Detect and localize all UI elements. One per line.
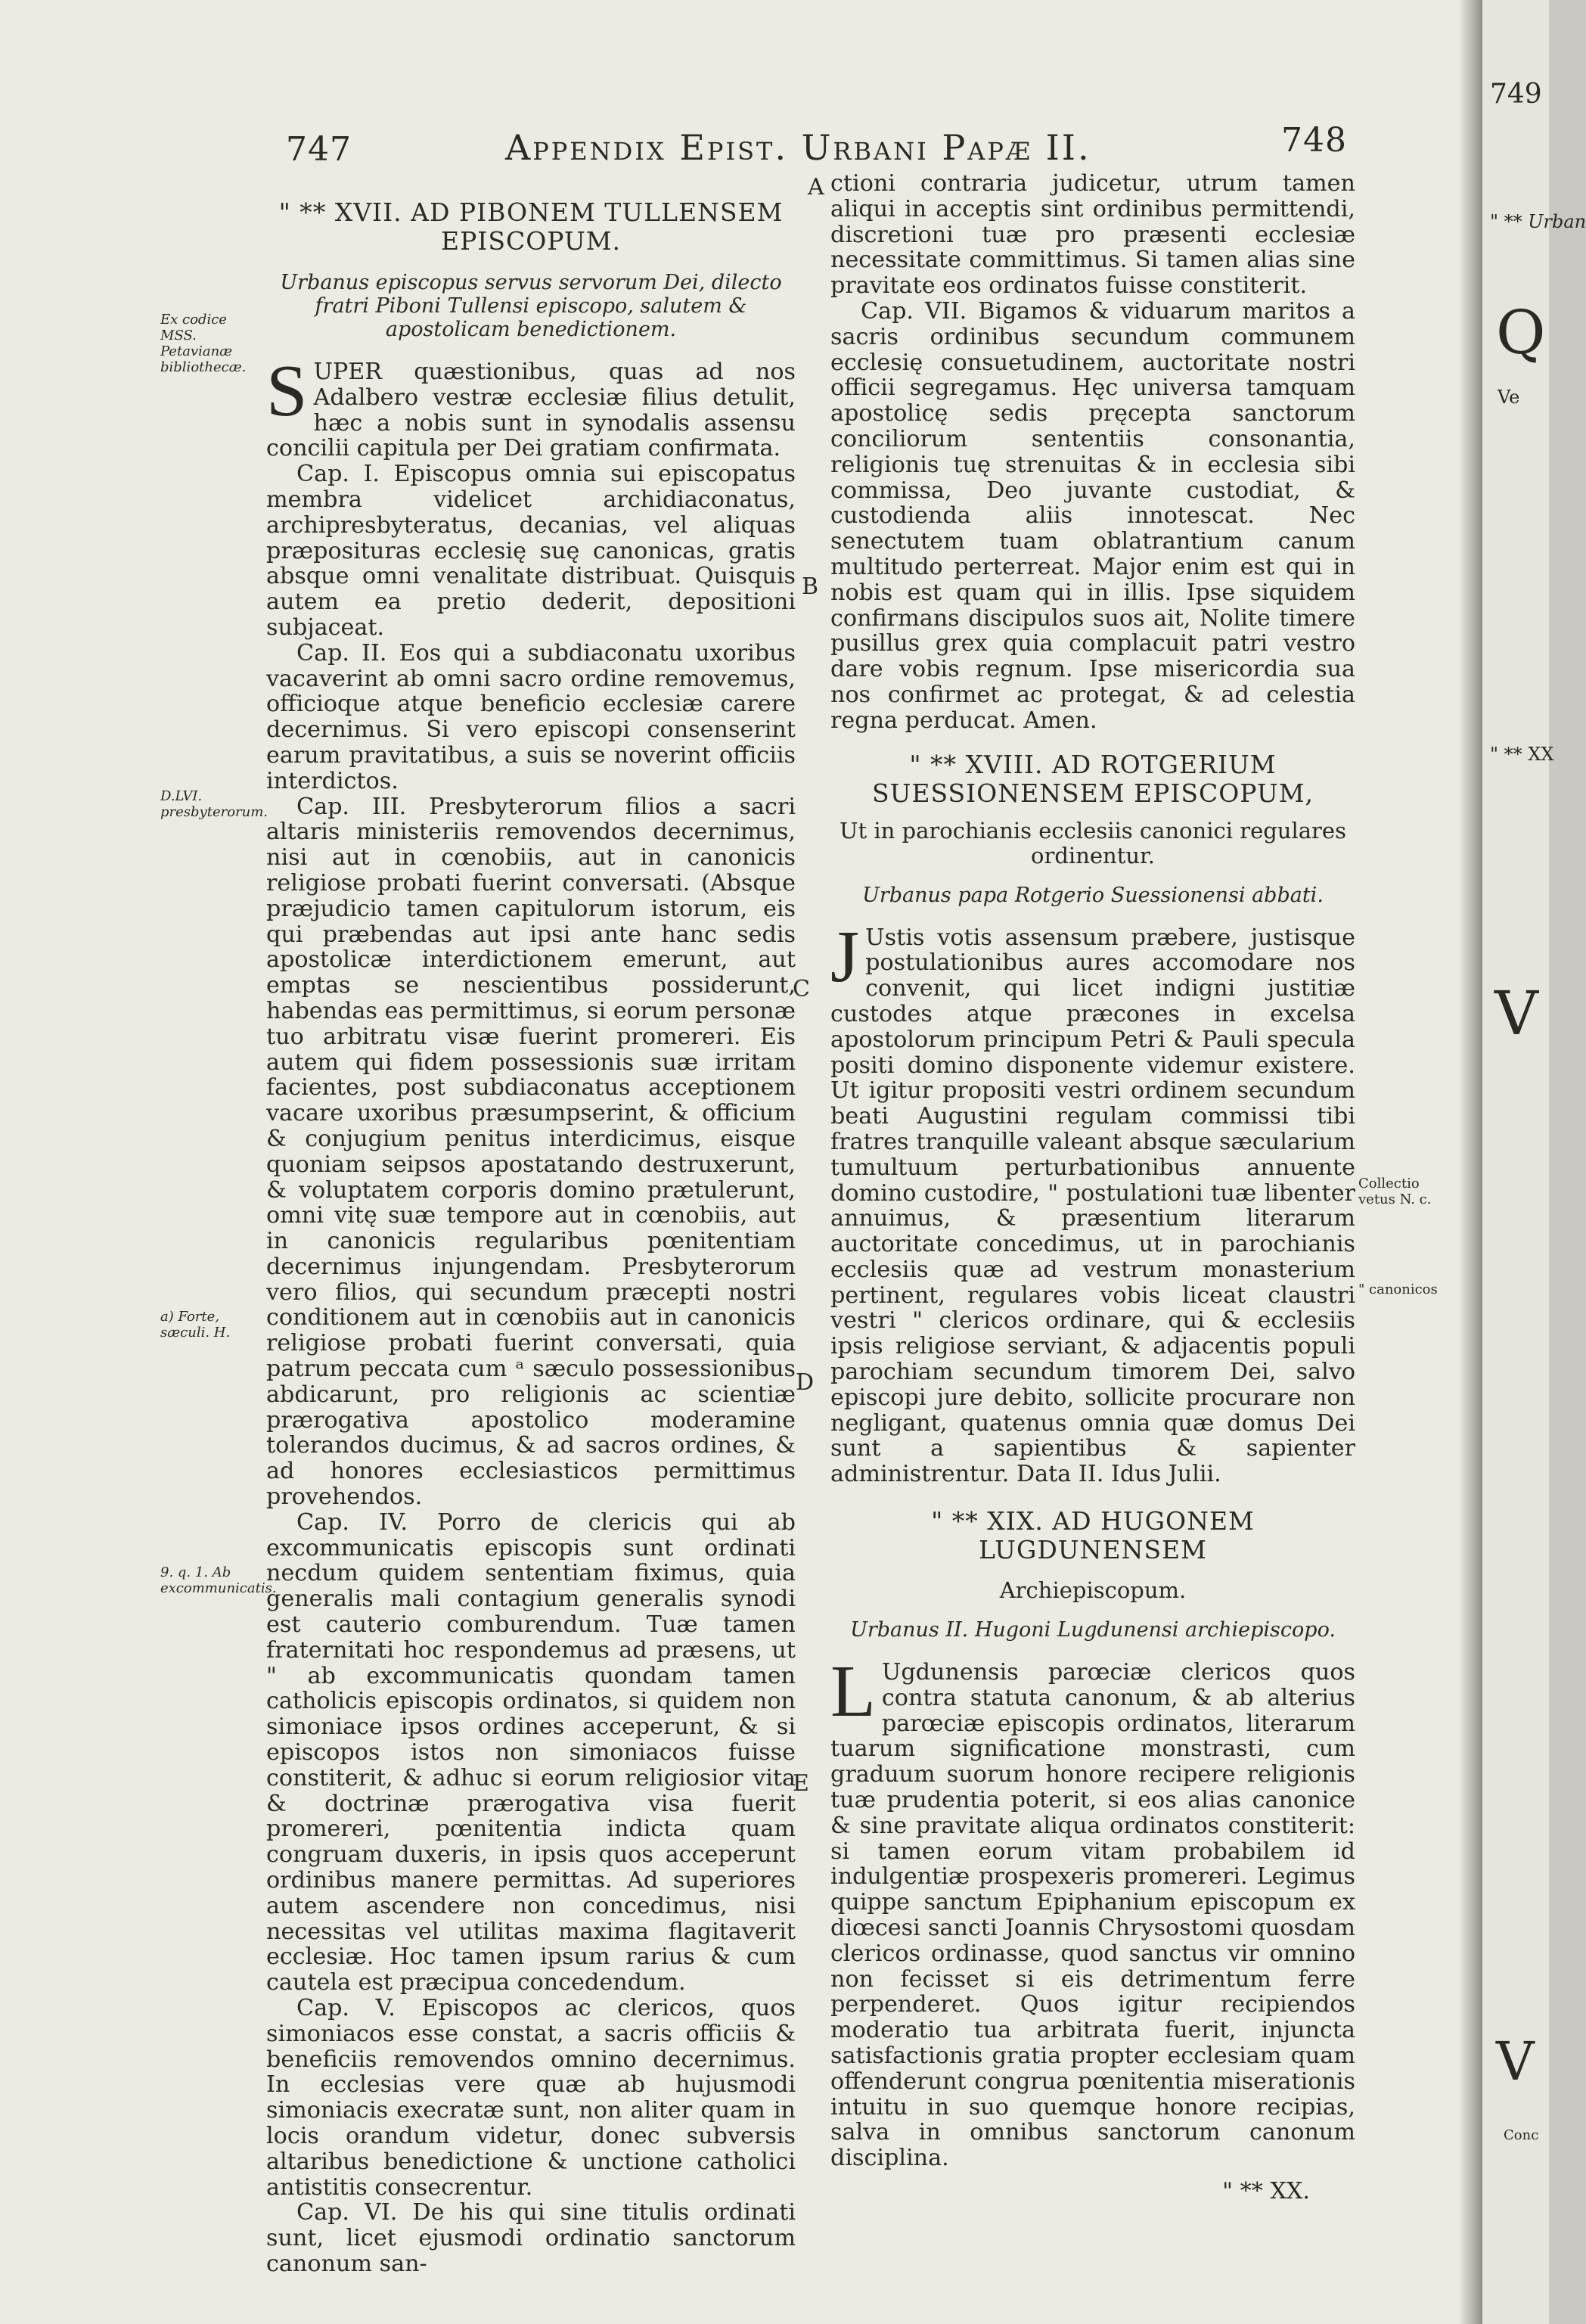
paragraph-cap3: Cap. III. Presbyterorum filios a sacri altaris ministeriis removendos decernimus, nisi aut in cœnobiis, aut in canonicis religiose probati fuerint conversati. (Absque præjudicio tamen capitulorum istorum, eis qui præbendas aut ipsi ante hanc sedis apostolicæ interdictionem emerunt, aut emptas se nescientibus possiderunt, habendas eas permittimus, si eorum personæ tuo arbitratu visæ fuerint promereri. Eis autem qui fidem possessionis suæ irritam facientes, post subdiaconatus acceptionem vacare uxoribus præsumpserint, & officium & conjugium penitus interdicimus, eisque quoniam seipsos apostatando destruxerunt, & voluptatem corporis domino prætulerunt, omni vitę suæ tempore aut in cœnobiis, aut in canonicis regularibus pœnitentiam decernimus injungendam. Presbyterorum vero filios, qui secundum præcepti nostri conditionem aut in cœnobiis aut in canonicis religiose probati fuerint conversati, quia patrum peccata cum ᵃ sæculo possessionibus abdicarunt, pro religionis ac scientiæ prærogativa apostolico moderamine tolerandos ducimus, & ad sacros ordines, & ad honores ecclesiasticos permittimus provehendos. — [266, 793, 796, 1511]
paragraph-cap7: Cap. VII. Bigamos & viduarum maritos a sacris ordinibus secundum communem ecclesię consuetudinem, auctoritate nostri officii segregamus. Hęc universa tamquam apostolicę sedis pręcepta sanctorum conciliorum sententiis consonantia, religionis tuę strenuitas & in ecclesia sibi commissa, Deo juvante custodiat, & custodienda aliis innotescat. Nec senectutem tuam oblatrantium canum multitudo perterreat. Major enim est qui in nobis est quam qui in illis. Ipse siquidem confirmans discipulos suos ait, Nolite timere pusillus grex quia complacuit patri vestro dare vobis regnum. Ipse misericordia sua nos confirmet ac protegat, & ad celestia regna perducat. Amen. — [830, 297, 1355, 734]
margin-note-presbyterorum: D.LVI. presbyterorum. — [160, 788, 268, 820]
next-page-fragment-1: " ** Urban — [1490, 211, 1586, 232]
section-letter-c: C — [793, 976, 810, 1002]
drop-cap-j: J — [830, 915, 860, 998]
left-page-number: 747 — [286, 130, 352, 169]
margin-note-codex: Ex codice MSS. Petavianæ bibliothecæ. — [160, 312, 247, 375]
paragraph-intro — [266, 350, 796, 462]
paragraph-cap2: Cap. II. Eos qui a subdiaconatu uxoribus vacaverint ab omni sacro ordine removemus, officioque atque beneficio ecclesiæ carere decernimus. Si vero episcopi consenserint earum pravitatibus, a suis se noverint officiis interdictos. — [266, 639, 796, 794]
section-letter-a: A — [808, 174, 824, 200]
next-page-edge — [1482, 0, 1586, 2324]
drop-cap-s: S — [266, 350, 308, 432]
section-title-xix: " ** XIX. AD HUGONEM LUGDUNENSEM — [931, 1506, 1255, 1565]
subtitle-xix: Archiepiscopum. — [999, 1577, 1187, 1604]
xix-text: Ugdunensis parœciæ clericos quos contra statuta canonum, & ab alterius parœciæ episcopis ordinatos, literarum tuarum significatione monstrasti, cum graduum suorum honore recipere religionis tuæ prudentia poterit, si eos alias canonice & sine pravitate aliqua ordinatos constiterit: si tamen eorum vitam probabilem id indulgentiæ prospexeris promereri. Legimus quippe sanctum Epiphanium episcopum ex diœcesi sancti Joannis Chrysostomi quosdam clericos ordinasse, quod sanctus vir omnino non fecisset si eis detrimentum ferre perpenderet. Quos igitur recipiendos moderatio tua arbitrata fuerit, injuncta satisfactionis gratia propter ecclesiam quam offenderunt congrua pœnitentia miserationis intuitu in suo quemque honore recipias, salva in omnibus sanctorum canonum disciplina. — [830, 1659, 1355, 2172]
next-page-fragment-xx: " ** XX — [1490, 744, 1554, 765]
paragraph-cap5: Cap. V. Episcopos ac clericos, quos simoniacos esse constat, a sacris officiis & beneficiis removendos omnino decernimus. In ecclesias vere quæ ab hujusmodi simoniacis execratæ sunt, non aliter quam in locis orandum videtur, donec subversis altaribus benedictione & unctione catholici antistitis consecrentur. — [266, 1995, 796, 2201]
margin-note-excommunicatis: 9. q. 1. Ab excommunicatis. — [160, 1564, 277, 1596]
section-letter-d: D — [796, 1369, 815, 1396]
left-column — [266, 194, 796, 2277]
intro-text: UPER quæstionibus, quas ad nos Adalbero vestræ ecclesiæ filius detulit, hæc a nobis sunt in synodalis assensu concilii capitula per Dei gratiam confirmata. — [266, 359, 796, 462]
margin-note-forte: a) Forte, sæculi. H. — [160, 1309, 231, 1341]
book-gutter — [1460, 0, 1482, 2324]
right-page-number: 748 — [1281, 121, 1347, 160]
xviii-text: Ustis votis assensum præbere, justisque postulationibus aures accomodare nos convenit, qui licet indigni justitiæ custodes atque præcones in excelsa apostolorum principum Petri & Pauli specula positi domino disponente videmur existere. Ut igitur propositi vestri ordinem secundum beati Augustini regulam commissi tibi fratres tranquille valeant absque sæcularium tumultuum perturbationibus annuente domino custodire, " postulationi tuæ libenter annuimus, & præsentium literarum auctoritate concedimus, ut in parochianis ecclesiis quæ ad vestrum monasterium pertinent, regulares vobis liceat claustri vestri " clericos ordinare, qui & ecclesiis ipsis religiose serviant, & adjacentis populi parochiam secundum timorem Dei, salvo episcopi jure debito, sollicite procurare non negligant, quatenus omnia quæ domus Dei sunt a sapientibus & sapienter administrentur. Data II. Idus Julii. — [830, 924, 1355, 1488]
salutation-xix: Urbanus II. Hugoni Lugdunensi archiepiscopo. — [850, 1618, 1336, 1642]
catchword: " ** XX. — [1222, 2178, 1310, 2204]
paragraph-continuation: ctioni contraria judicetur, utrum tamen aliqui in acceptis sint ordinibus permittendi, discretioni tuæ pro præsenti ecclesiæ necessitate committimus. Si tamen alias sine pravitate eos ordinatos fuisse constiterit. — [830, 170, 1355, 300]
next-page-dropcap-q: Q — [1496, 297, 1546, 368]
next-page-dropcap-v: V — [1494, 978, 1538, 1049]
next-page-dropcap-v2: V — [1496, 2030, 1535, 2093]
paragraph-cap1: Cap. I. Episcopus omnia sui episcopatus membra videlicet archidiaconatus, archipresbyteratus, decanias, vel aliquas præposituras ecclesię suę canonicas, gratis absque omni venalitate distribuat. Quisquis autem ea pretio dederit, depositioni subjaceat. — [266, 461, 796, 641]
section-letter-b: B — [802, 573, 819, 600]
paragraph-cap6: Cap. VI. De his qui sine titulis ordinati sunt, licet ejusmodi ordinatio sanctorum canonum san- — [266, 2199, 796, 2277]
margin-note-collectio: Collectio vetus N. c. — [1358, 1176, 1432, 1207]
section-title-xviii: " ** XVIII. AD ROTGERIUM SUESSIONENSEM EPISCOPUM, — [871, 749, 1314, 808]
margin-note-canonicos: " canonicos — [1358, 1282, 1438, 1297]
paragraph-cap4: Cap. IV. Porro de clericis qui ab excommunicatis episcopis sunt ordinati necdum quidem sententiam fiximus, quia generalis mali contagium generalis synodi est cauterio comburendum. Tuæ tamen fraternitati hoc respondemus ad præsens, ut " ab excommunicatis quondam tamen catholicis episcopis ordinatos, si quidem non simoniace ipsos ordines acceperunt, & si episcopos istos non simoniacos fuisse constiterit, & adhuc si eorum religiosior vita & doctrinæ prærogativa visa fuerit promereri, pœnitentia indicta quam congruam duxeris, in ipsis quos acceperunt ordinibus manere permittas. Ad superiores autem ascendere non concedimus, nisi necessitas vel utilitas maxima flagitaverit ecclesiæ. Hoc tamen ipsum rarius & cum cautela est præcipua concedendum. — [266, 1508, 796, 1996]
next-page-fragment-conc: Conc — [1504, 2127, 1539, 2143]
salutation-xviii: Urbanus papa Rotgerio Suessionensi abbati. — [862, 883, 1324, 907]
paragraph-xviii — [830, 915, 1355, 1488]
section-letter-e: E — [793, 1770, 809, 1797]
right-column — [830, 171, 1355, 2204]
section-title-xvii: " ** XVII. AD PIBONEM TULLENSEM EPISCOPUM. — [278, 197, 784, 256]
drop-cap-l: L — [830, 1651, 876, 1733]
running-title: Appendix Epist. Urbani Papæ II. — [505, 127, 1091, 168]
paragraph-xix — [830, 1651, 1355, 2172]
salutation-xvii: Urbanus episcopus servus servorum Dei, dilecto fratri Piboni Tullensi episcopo, salutem & apostolicam benedictionem. — [280, 271, 782, 341]
next-page-number: 749 — [1490, 79, 1542, 110]
next-page-fragment-ve: Ve — [1498, 387, 1520, 408]
subtitle-xviii: Ut in parochianis ecclesiis canonici regulares ordinentur. — [840, 817, 1346, 868]
